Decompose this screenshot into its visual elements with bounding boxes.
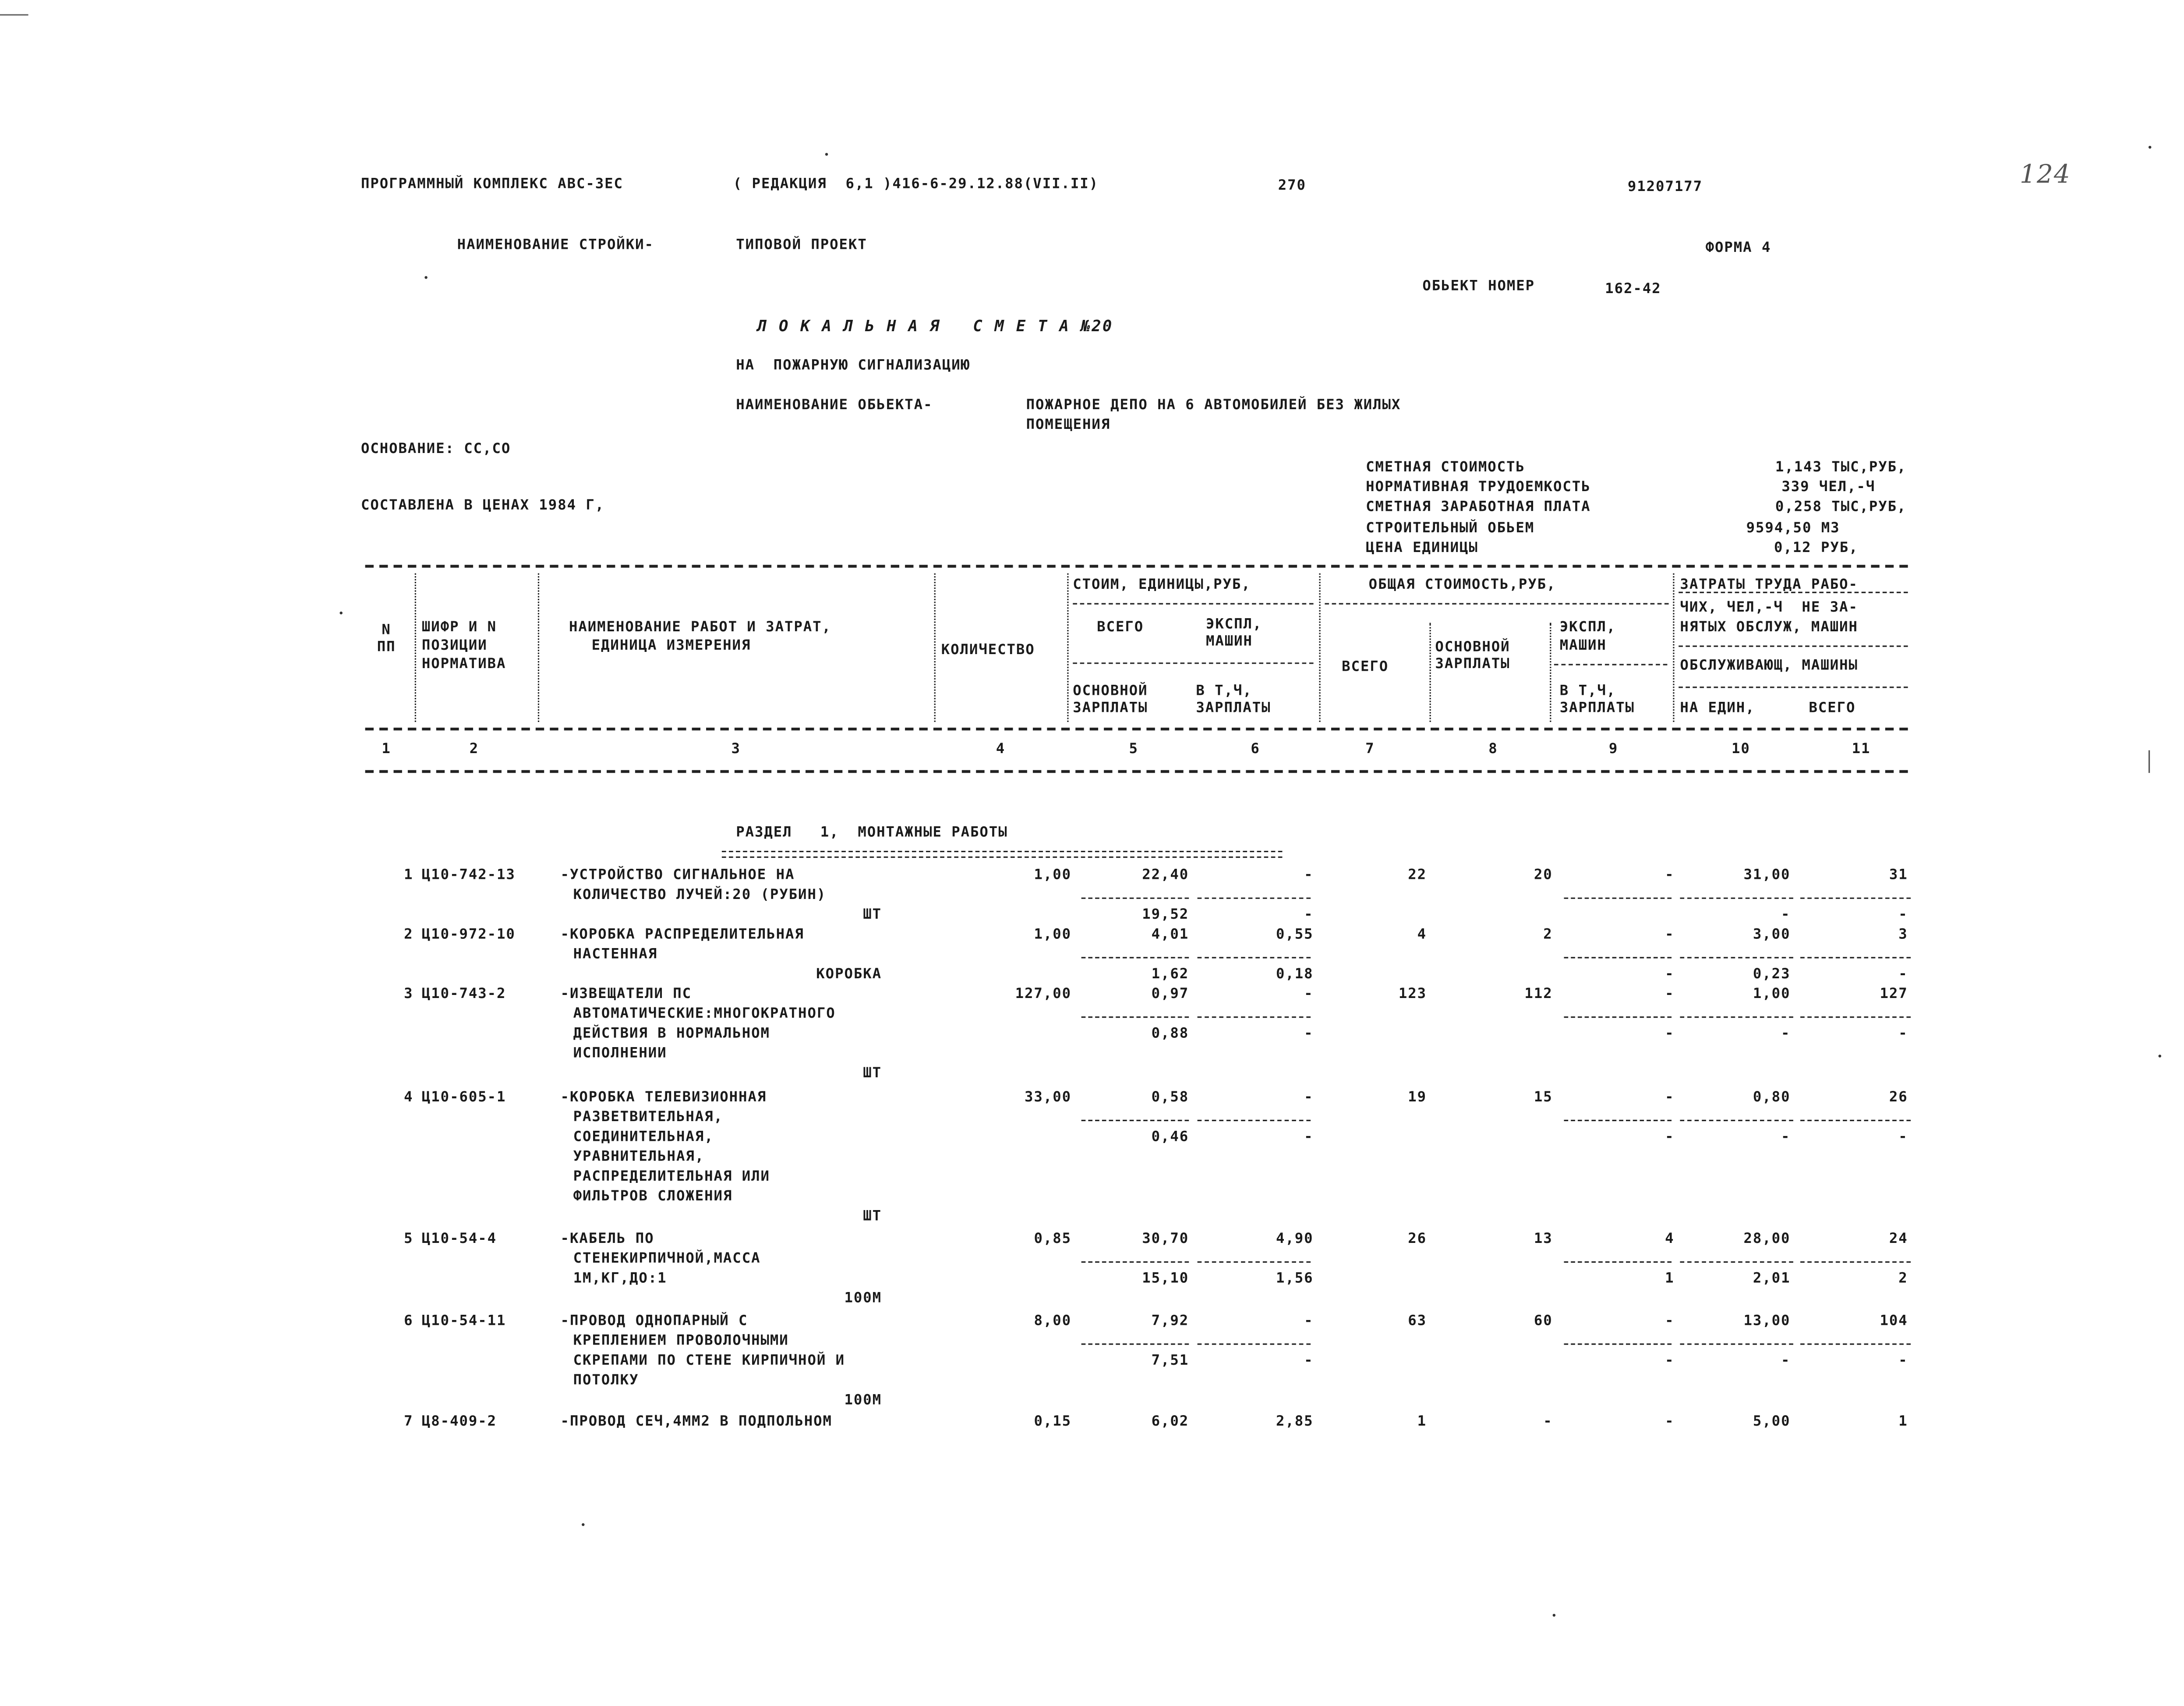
subtotal-rule	[1198, 1016, 1311, 1018]
handwritten-page-number: 124	[2019, 160, 2071, 190]
row-total-machine-wage: -	[1665, 1026, 1675, 1042]
subtotal-rule	[1081, 1016, 1189, 1018]
column-divider	[1430, 623, 1431, 722]
row-labor-total: 26	[1889, 1090, 1908, 1106]
row-work-name: -КОРОБКА РАСПРЕДЕЛИТЕЛЬНАЯ	[560, 927, 804, 943]
row-labor-unit: 5,00	[1753, 1414, 1791, 1430]
row-labor-total: 3	[1898, 927, 1908, 943]
header-labor: ЧИХ, ЧЕЛ,-Ч НЕ ЗА-	[1680, 600, 1858, 616]
construction-label: НАИМЕНОВАНИЕ СТРОЙКИ-	[457, 237, 654, 254]
column-divider	[538, 573, 539, 722]
row-work-name: КРЕПЛЕНИЕМ ПРОВОЛОЧНЫМИ	[573, 1333, 789, 1349]
header-total-machines: ЭКСПЛ,	[1559, 620, 1616, 636]
program-name: ПРОГРАММНЫЙ КОМПЛЕКС АВС-3ЕС	[360, 177, 623, 193]
row-labor-unit: 31,00	[1743, 867, 1791, 884]
subtotal-rule	[1198, 1261, 1311, 1263]
subtotal-rule	[1198, 1343, 1311, 1345]
section-title: РАЗДЕЛ 1, МОНТАЖНЫЕ РАБОТЫ	[736, 825, 1008, 841]
row-code: Ц10-605-1	[421, 1090, 506, 1106]
summary-label: ЦЕНА ЕДИНИЦЫ	[1366, 541, 1478, 556]
scan-mark	[2149, 750, 2150, 773]
header-work-name: ЕДИНИЦА ИЗМЕРЕНИЯ	[591, 638, 751, 654]
header-code: НОРМАТИВА	[421, 657, 506, 672]
row-quantity: 127,00	[1015, 987, 1072, 1002]
row-unit-price: 30,70	[1142, 1232, 1189, 1247]
row-total-machines: -	[1665, 927, 1675, 943]
row-labor-unit: 0,80	[1753, 1090, 1791, 1106]
subtotal-rule	[1680, 957, 1793, 958]
edition: ( РЕДАКЦИЯ 6,1 )416-6-29.12.88(VII.II)	[733, 177, 1099, 193]
header-total-all: ВСЕГО	[1342, 659, 1389, 676]
subtotal-rule	[1564, 1120, 1672, 1121]
column-divider	[1067, 573, 1068, 722]
header-unit-incl-wage: В Т,Ч,	[1196, 683, 1252, 700]
scan-speck	[339, 612, 342, 614]
row-unit: 100М	[844, 1291, 882, 1307]
row-unit-machines: 4,90	[1276, 1232, 1314, 1247]
summary-label: СМЕТНАЯ ЗАРАБОТНАЯ ПЛАТА	[1366, 499, 1591, 516]
subtotal-rule	[1564, 1016, 1672, 1018]
row-unit-price: 4,01	[1151, 927, 1189, 943]
object-number: 162-42	[1605, 282, 1661, 297]
row-work-name: СОЕДИНИТЕЛЬНАЯ,	[573, 1129, 714, 1146]
row-unit-wage: 7,51	[1151, 1353, 1189, 1369]
row-total-wage: 20	[1534, 867, 1553, 884]
header-labor-per-unit: НА ЕДИН,	[1680, 701, 1755, 716]
header-unit-machines: ЭКСПЛ,	[1205, 617, 1262, 633]
subtotal-rule	[1081, 1120, 1189, 1121]
row-unit: ШТ	[863, 1066, 882, 1082]
row-total-wage: 13	[1534, 1232, 1553, 1247]
subtotal-rule	[1800, 1016, 1911, 1018]
row-work-name: СКРЕПАМИ ПО СТЕНЕ КИРПИЧНОЙ И	[573, 1353, 845, 1369]
column-number: 6	[1251, 742, 1260, 757]
row-work-name: -ПРОВОД ОДНОПАРНЫЙ С	[560, 1313, 748, 1330]
header-n: N	[382, 623, 391, 639]
column-divider	[1673, 573, 1674, 722]
subtotal-rule	[1800, 898, 1911, 899]
row-total-machine-wage: 1	[1665, 1271, 1675, 1287]
row-work-name: ПОТОЛКУ	[573, 1373, 639, 1389]
subtotal-rule	[1800, 1343, 1911, 1345]
header-labor-machines: ОБСЛУЖИВАЮЩ, МАШИНЫ	[1680, 658, 1858, 674]
row-labor-machines-unit: -	[1781, 907, 1791, 923]
scan-speck	[582, 1523, 584, 1526]
subtotal-rule	[1680, 1120, 1793, 1121]
row-unit-machine-wage: -	[1304, 1129, 1314, 1146]
row-number: 5	[404, 1232, 413, 1247]
row-quantity: 1,00	[1034, 927, 1072, 943]
row-work-name: -ИЗВЕЩАТЕЛИ ПС	[560, 987, 692, 1002]
row-unit-wage: 1,62	[1151, 966, 1189, 983]
header-rule	[1679, 592, 1908, 593]
document-code: 91207177	[1627, 180, 1703, 195]
row-labor-machines-unit: 0,23	[1753, 966, 1791, 983]
row-unit: ШТ	[863, 907, 882, 923]
row-unit: КОРОБКА	[816, 966, 882, 983]
summary-label: СМЕТНАЯ СТОИМОСТЬ	[1366, 460, 1525, 476]
row-unit: ШТ	[863, 1209, 882, 1225]
header-unit-total: ВСЕГО	[1097, 620, 1144, 636]
row-work-name: СТЕНЕКИРПИЧНОЙ,МАССА	[573, 1251, 761, 1267]
row-labor-machines-unit: -	[1781, 1353, 1791, 1369]
header-labor: ЗАТРАТЫ ТРУДА РАБО-	[1680, 577, 1858, 593]
row-labor-machines-unit: -	[1781, 1026, 1791, 1042]
row-labor-machines-total: 2	[1898, 1271, 1908, 1287]
scan-speck	[1553, 1614, 1555, 1617]
row-labor-unit: 28,00	[1743, 1232, 1791, 1247]
scan-speck	[424, 276, 427, 279]
subtotal-rule	[1680, 1016, 1793, 1018]
subtotal-rule	[1198, 898, 1311, 899]
row-code: Ц10-743-2	[421, 987, 506, 1002]
column-divider	[934, 573, 936, 722]
header-top-rule	[365, 565, 1908, 567]
summary-value: 1,143 ТЫС,РУБ,	[1775, 460, 1907, 476]
header-mid-rule	[365, 728, 1908, 730]
object-name-label: НАИМЕНОВАНИЕ ОБЬЕКТА-	[736, 397, 933, 414]
row-quantity: 0,15	[1034, 1414, 1072, 1430]
subtotal-rule	[1564, 957, 1672, 958]
section-underline	[722, 851, 1283, 858]
row-unit-machines: -	[1304, 867, 1314, 884]
row-unit-price: 7,92	[1151, 1313, 1189, 1330]
header-unit-incl-wage: ЗАРПЛАТЫ	[1196, 701, 1271, 716]
row-total-machines: -	[1665, 1313, 1675, 1330]
row-unit-machine-wage: -	[1304, 1353, 1314, 1369]
row-labor-machines-total: -	[1898, 1026, 1908, 1042]
row-total: 26	[1408, 1232, 1427, 1247]
header-unit-cost: СТОИМ, ЕДИНИЦЫ,РУБ,	[1073, 577, 1251, 593]
row-work-name: АВТОМАТИЧЕСКИЕ:МНОГОКРАТНОГО	[573, 1006, 836, 1022]
row-unit-price: 6,02	[1151, 1414, 1189, 1430]
header-unit-base-wage: ОСНОВНОЙ	[1073, 683, 1148, 700]
form-number: ФОРМА 4	[1705, 241, 1771, 256]
subtotal-rule	[1081, 1343, 1189, 1345]
row-unit-machine-wage: -	[1304, 907, 1314, 923]
column-number: 9	[1608, 742, 1619, 757]
row-number: 4	[404, 1090, 413, 1106]
header-labor: НЯТЫХ ОБСЛУЖ, МАШИН	[1680, 620, 1858, 636]
column-number: 11	[1852, 742, 1871, 757]
column-number: 3	[731, 742, 741, 757]
row-labor-machines-unit: 2,01	[1753, 1271, 1791, 1287]
row-work-name: РАСПРЕДЕЛИТЕЛЬНАЯ ИЛИ	[573, 1169, 770, 1185]
subtotal-rule	[1081, 957, 1189, 958]
header-unit-machines: МАШИН	[1205, 634, 1253, 650]
row-unit-machines: 0,55	[1276, 927, 1314, 943]
object-name-line1: ПОЖАРНОЕ ДЕПО НА 6 АВТОМОБИЛЕЙ БЕЗ ЖИЛЫХ	[1026, 397, 1401, 414]
object-number-label: ОБЬЕКТ НОМЕР	[1422, 279, 1535, 295]
row-labor-total: 1	[1898, 1414, 1908, 1430]
row-unit-machines: -	[1304, 1313, 1314, 1330]
row-total-wage: 15	[1534, 1090, 1553, 1106]
subtotal-rule	[1800, 1261, 1911, 1263]
row-quantity: 8,00	[1034, 1313, 1072, 1330]
row-unit-machine-wage: 0,18	[1276, 966, 1314, 983]
row-work-name: НАСТЕННАЯ	[573, 947, 658, 963]
subtotal-rule	[1680, 898, 1793, 899]
subtotal-rule	[1564, 1343, 1672, 1345]
row-labor-machines-total: -	[1898, 1129, 1908, 1146]
summary-label: СТРОИТЕЛЬНЫЙ ОБЬЕМ	[1366, 521, 1535, 537]
scan-speck	[825, 153, 828, 156]
column-number: 2	[469, 742, 479, 757]
row-labor-machines-total: -	[1898, 966, 1908, 983]
summary-value: 0,258 ТЫС,РУБ,	[1775, 499, 1907, 516]
row-total-wage: 2	[1543, 927, 1553, 943]
row-total-machines: -	[1665, 1090, 1675, 1106]
row-total-machine-wage: -	[1665, 1353, 1675, 1369]
summary-value: 339 ЧЕЛ,-Ч	[1781, 480, 1876, 496]
header-work-name: НАИМЕНОВАНИЕ РАБОТ И ЗАТРАТ,	[569, 620, 831, 636]
row-total-wage: 60	[1534, 1313, 1553, 1330]
subtotal-rule	[1081, 1261, 1189, 1263]
row-labor-total: 104	[1880, 1313, 1908, 1330]
subtotal-rule	[1680, 1261, 1793, 1263]
row-work-name: ФИЛЬТРОВ СЛОЖЕНИЯ	[573, 1189, 733, 1205]
construction-value: ТИПОВОЙ ПРОЕКТ	[736, 237, 867, 254]
header-total-cost: ОБЩАЯ СТОИМОСТЬ,РУБ,	[1368, 577, 1556, 593]
column-divider	[1550, 623, 1551, 722]
subtotal-rule	[1800, 1120, 1911, 1121]
row-unit-wage: 19,52	[1142, 907, 1189, 923]
summary-label: НОРМАТИВНАЯ ТРУДОЕМКОСТЬ	[1366, 480, 1591, 496]
header-rule	[1679, 645, 1908, 647]
row-unit-machines: -	[1304, 1090, 1314, 1106]
row-unit-machine-wage: -	[1304, 1026, 1314, 1042]
row-work-name: КОЛИЧЕСТВО ЛУЧЕЙ:20 (РУБИН)	[573, 887, 827, 903]
subtotal-rule	[1800, 957, 1911, 958]
row-total-wage: -	[1543, 1414, 1553, 1430]
row-unit: 100М	[844, 1393, 882, 1409]
row-number: 2	[404, 927, 413, 943]
row-total: 4	[1417, 927, 1427, 943]
header-total-incl-wage: ЗАРПЛАТЫ	[1559, 701, 1635, 716]
scan-speck	[2159, 1055, 2161, 1057]
page-number: 270	[1278, 178, 1306, 194]
header-rule	[1554, 664, 1667, 665]
row-work-name: УРАВНИТЕЛЬНАЯ,	[573, 1149, 705, 1165]
summary-value: 0,12 РУБ,	[1774, 541, 1859, 556]
row-labor-machines-total: -	[1898, 1353, 1908, 1369]
subtotal-rule	[1198, 1120, 1311, 1121]
row-number: 7	[404, 1414, 413, 1430]
row-code: Ц10-54-11	[421, 1313, 506, 1330]
price-level: СОСТАВЛЕНА В ЦЕНАХ 1984 Г,	[360, 498, 605, 514]
column-number: 4	[996, 742, 1006, 757]
column-number: 7	[1365, 742, 1375, 757]
subtotal-rule	[1564, 1261, 1672, 1263]
header-bottom-rule	[365, 770, 1908, 773]
row-total: 19	[1408, 1090, 1427, 1106]
row-total-machine-wage: -	[1665, 1129, 1675, 1146]
row-unit-machine-wage: 1,56	[1276, 1271, 1314, 1287]
row-total: 22	[1408, 867, 1427, 884]
row-work-name: -УСТРОЙСТВО СИГНАЛЬНОЕ НА	[560, 867, 795, 884]
header-quantity: КОЛИЧЕСТВО	[941, 642, 1035, 658]
row-labor-total: 24	[1889, 1232, 1908, 1247]
row-quantity: 33,00	[1025, 1090, 1072, 1106]
column-number: 1	[382, 742, 391, 757]
row-number: 6	[404, 1313, 413, 1330]
row-total-machines: -	[1665, 987, 1675, 1002]
row-quantity: 0,85	[1034, 1232, 1072, 1247]
row-unit-machines: 2,85	[1276, 1414, 1314, 1430]
header-rule	[1679, 687, 1908, 688]
row-work-name: -КОРОБКА ТЕЛЕВИЗИОННАЯ	[560, 1090, 767, 1106]
column-divider	[415, 573, 416, 722]
row-work-name: ДЕЙСТВИЯ В НОРМАЛЬНОМ	[573, 1026, 770, 1042]
scan-mark	[0, 14, 28, 15]
subtotal-rule	[1198, 957, 1311, 958]
summary-value: 9594,50 М3	[1746, 521, 1840, 537]
row-unit-wage: 15,10	[1142, 1271, 1189, 1287]
row-code: Ц8-409-2	[421, 1414, 497, 1430]
object-name-line2: ПОМЕЩЕНИЯ	[1026, 418, 1111, 433]
row-total: 123	[1398, 987, 1427, 1002]
row-labor-total: 31	[1889, 867, 1908, 884]
subtotal-rule	[1081, 898, 1189, 899]
row-unit-price: 0,97	[1151, 987, 1189, 1002]
row-work-name: ИСПОЛНЕНИИ	[573, 1046, 667, 1062]
row-labor-unit: 13,00	[1743, 1313, 1791, 1330]
row-total: 1	[1417, 1414, 1427, 1430]
row-quantity: 1,00	[1034, 867, 1072, 884]
column-number: 10	[1731, 742, 1750, 757]
row-labor-unit: 1,00	[1753, 987, 1791, 1002]
header-labor-total: ВСЕГО	[1809, 701, 1856, 716]
document-title: Л О К А Л Ь Н А Я С М Е Т А №20	[757, 317, 1113, 336]
row-number: 3	[404, 987, 413, 1002]
subtotal-rule	[1564, 898, 1672, 899]
row-total-machines: 4	[1665, 1232, 1675, 1247]
row-labor-machines-unit: -	[1781, 1129, 1791, 1146]
header-total-incl-wage: В Т,Ч,	[1559, 683, 1616, 700]
row-work-name: -ПРОВОД СЕЧ,4ММ2 В ПОДПОЛЬНОМ	[560, 1414, 832, 1430]
row-code: Ц10-972-10	[421, 927, 516, 943]
row-number: 1	[404, 867, 413, 884]
row-unit-price: 0,58	[1151, 1090, 1189, 1106]
row-code: Ц10-54-4	[421, 1232, 497, 1247]
column-divider	[1319, 573, 1320, 722]
row-unit-price: 22,40	[1142, 867, 1189, 884]
row-unit-machines: -	[1304, 987, 1314, 1002]
row-unit-wage: 0,88	[1151, 1026, 1189, 1042]
row-labor-unit: 3,00	[1753, 927, 1791, 943]
header-pp: ПП	[377, 640, 396, 656]
row-total-machines: -	[1665, 867, 1675, 884]
scan-speck	[2149, 146, 2151, 149]
header-unit-base-wage: ЗАРПЛАТЫ	[1073, 701, 1148, 716]
header-code: ШИФР И N	[421, 620, 497, 636]
row-work-name: 1М,КГ,ДО:1	[573, 1271, 667, 1287]
header-total-machines: МАШИН	[1559, 638, 1607, 654]
row-code: Ц10-742-13	[421, 867, 516, 884]
row-labor-total: 127	[1880, 987, 1908, 1002]
row-total-machines: -	[1665, 1414, 1675, 1430]
header-rule	[1073, 603, 1313, 604]
header-code: ПОЗИЦИИ	[421, 638, 488, 654]
document-subtitle: НА ПОЖАРНУЮ СИГНАЛИЗАЦИЮ	[736, 358, 971, 374]
row-total: 63	[1408, 1313, 1427, 1330]
column-number: 8	[1488, 742, 1498, 757]
header-rule	[1325, 603, 1668, 604]
header-total-base-wage: ОСНОВНОЙ	[1435, 640, 1510, 656]
row-total-wage: 112	[1524, 987, 1553, 1002]
row-work-name: -КАБЕЛЬ ПО	[560, 1232, 654, 1247]
subtotal-rule	[1680, 1343, 1793, 1345]
header-rule	[1073, 662, 1313, 664]
column-number: 5	[1129, 742, 1138, 757]
header-total-base-wage: ЗАРПЛАТЫ	[1435, 657, 1510, 672]
row-total-machine-wage: -	[1665, 966, 1675, 983]
basis: ОСНОВАНИЕ: СС,СО	[360, 442, 511, 457]
row-labor-machines-total: -	[1898, 907, 1908, 923]
row-work-name: РАЗВЕТВИТЕЛЬНАЯ,	[573, 1110, 723, 1126]
row-unit-wage: 0,46	[1151, 1129, 1189, 1146]
